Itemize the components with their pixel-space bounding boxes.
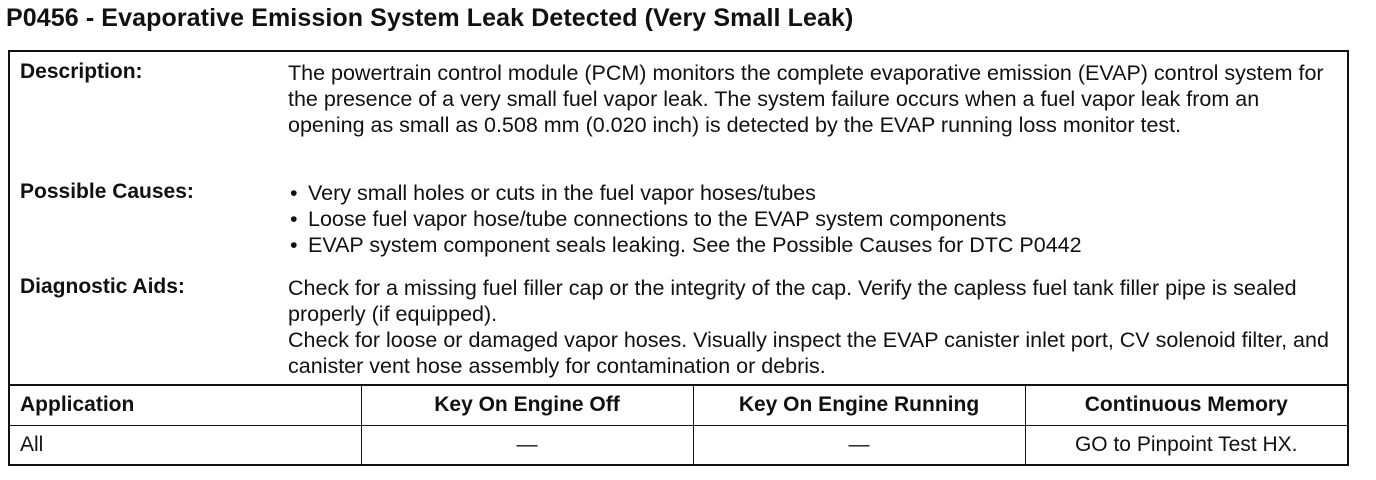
cell-application: All: [10, 425, 361, 464]
header-key-on-engine-running: Key On Engine Running: [693, 385, 1025, 425]
diagnostic-aids-paragraph: Check for a missing fuel filler cap or the integrity of the cap. Verify the capless fuel tank filler pipe is sealed properly (if equipped).: [288, 276, 1297, 326]
cause-text: Very small holes or cuts in the fuel vapor hoses/tubes: [308, 181, 816, 205]
table-row: [10, 425, 1347, 464]
bullet-icon: •: [290, 181, 298, 205]
header-key-on-engine-off: Key On Engine Off: [361, 385, 693, 425]
header-application: Application: [10, 385, 361, 425]
possible-causes-list: [288, 180, 1338, 258]
bullet-icon: •: [290, 207, 298, 231]
cause-text: Loose fuel vapor hose/tube connections to the EVAP system components: [308, 207, 1007, 231]
diagnostic-aids-label: Diagnostic Aids:: [20, 275, 185, 298]
list-item: [288, 232, 1338, 258]
page-title: P0456 - Evaporative Emission System Leak Detected (Very Small Leak): [6, 4, 854, 32]
header-continuous-memory: Continuous Memory: [1025, 385, 1347, 425]
diagnostic-aids-paragraph: Check for loose or damaged vapor hoses. Visually inspect the EVAP canister inlet port, CV solenoid filter, and canister vent hose assembly for contamination or debris.: [288, 328, 1329, 378]
list-item: [288, 180, 1338, 206]
description-label: Description:: [20, 60, 143, 83]
possible-causes-label: Possible Causes:: [20, 180, 194, 203]
cause-text: EVAP system component seals leaking. See the Possible Causes for DTC P0442: [308, 233, 1082, 257]
application-table: [10, 384, 1347, 464]
cell-key-on-engine-off: —: [361, 425, 693, 464]
dtc-info-table: [8, 50, 1349, 466]
diagnostic-aids-text: [288, 275, 1338, 379]
possible-causes-text: [288, 180, 1338, 258]
description-text: [288, 60, 1338, 138]
cell-key-on-engine-running: —: [693, 425, 1025, 464]
cell-continuous-memory: GO to Pinpoint Test HX.: [1025, 425, 1347, 464]
dtc-details: [10, 52, 1347, 384]
description-paragraph: The powertrain control module (PCM) monitors the complete evaporative emission (EVAP) control system for the presence of a very small fuel vapor leak. The system failure occurs when a fuel vapor leak from an opening as small as 0.508 mm (0.020 inch) is detected by the EVAP running loss monitor test.: [288, 61, 1324, 137]
bullet-icon: •: [290, 233, 298, 257]
table-header-row: [10, 385, 1347, 425]
list-item: [288, 206, 1338, 232]
